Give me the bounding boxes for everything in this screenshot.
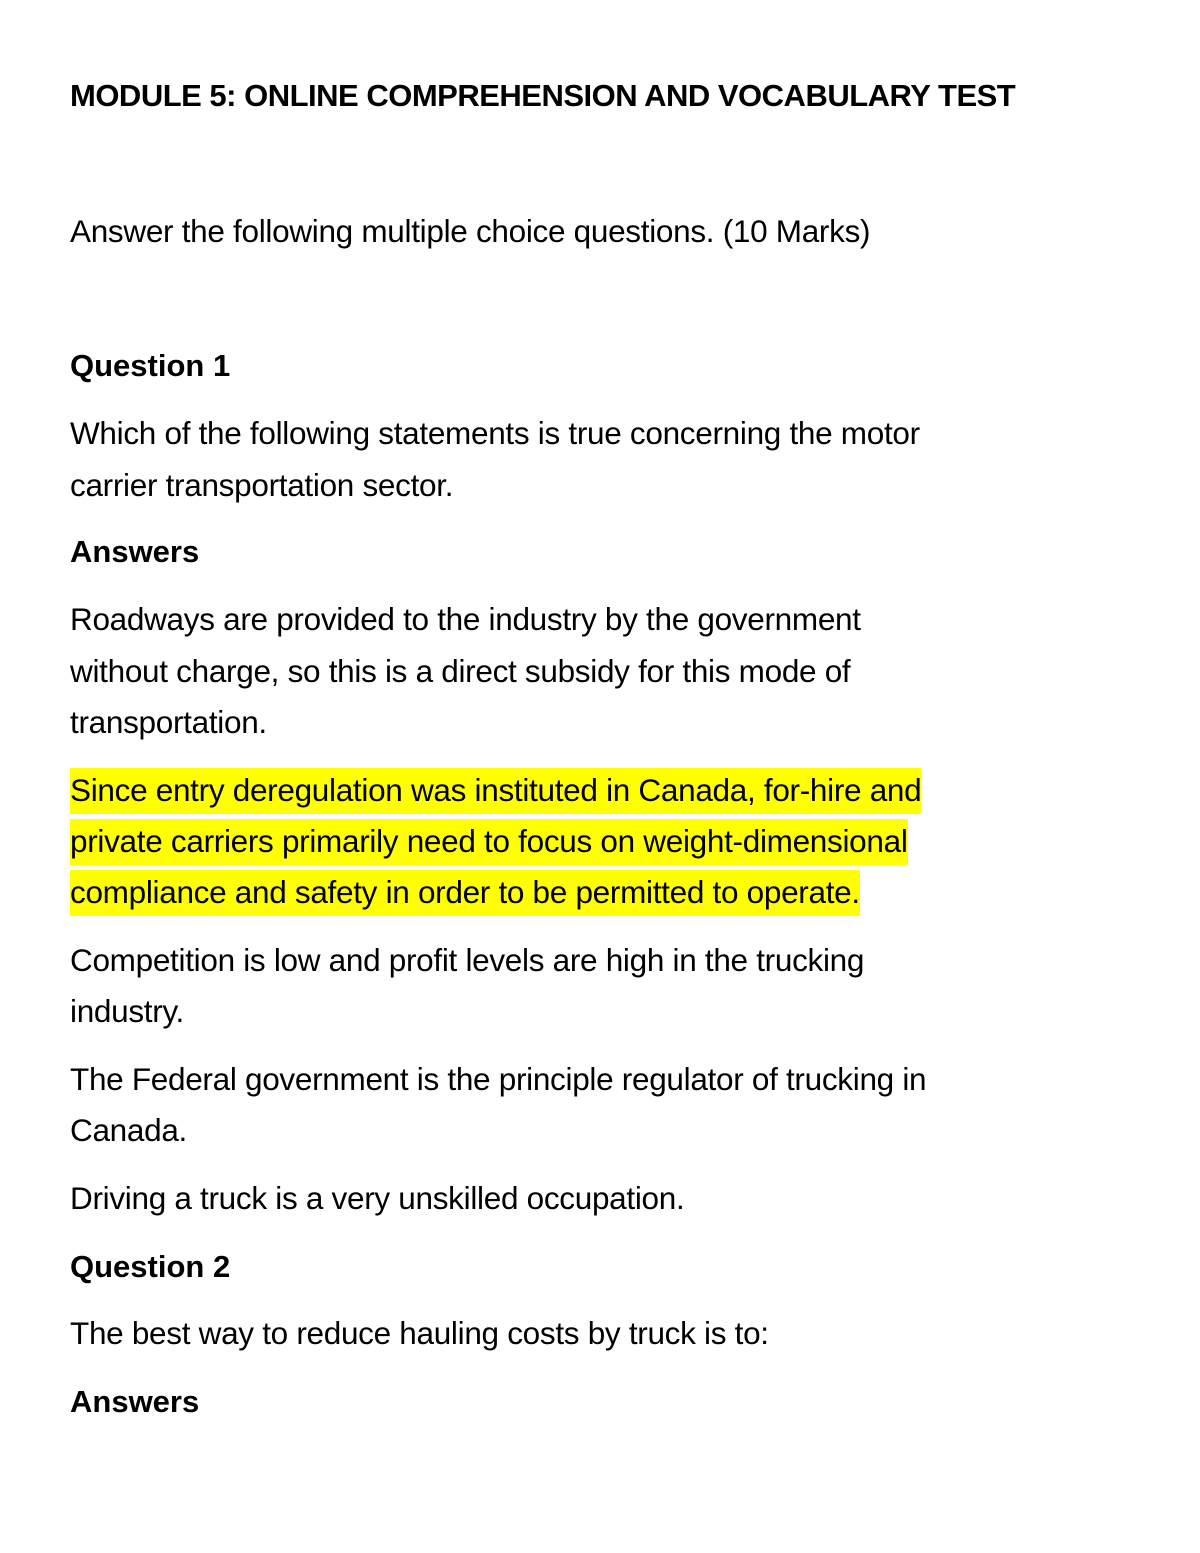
instructions-text: Answer the following multiple choice questions. (10 Marks)	[70, 213, 871, 249]
answer-option-2-line-highlighted	[70, 823, 908, 859]
answer-option-3-line: Competition is low and profit levels are high in the trucking	[70, 942, 865, 978]
page-title: MODULE 5: ONLINE COMPREHENSION AND VOCABULARY TEST	[70, 78, 1016, 113]
answer-option-3-line: industry.	[70, 993, 185, 1029]
highlighted-text: private carriers primarily need to focus on weight-dimensional	[70, 819, 908, 865]
answer-option-1-line: without charge, so this is a direct subsidy for this mode of	[70, 653, 851, 689]
question-1-prompt-line: Which of the following statements is true concerning the motor	[70, 415, 920, 451]
answer-option-5-line: Driving a truck is a very unskilled occupation.	[70, 1180, 685, 1216]
question-2-prompt-line: The best way to reduce hauling costs by truck is to:	[70, 1315, 769, 1351]
answer-option-2-line-highlighted	[70, 772, 922, 808]
question-1-prompt-line: carrier transportation sector.	[70, 467, 454, 503]
highlighted-text: compliance and safety in order to be permitted to operate.	[70, 870, 860, 916]
question-1-heading: Question 1	[70, 348, 231, 383]
question-1-answers-heading: Answers	[70, 534, 200, 569]
answer-option-1-line: Roadways are provided to the industry by the government	[70, 601, 861, 637]
answer-option-4-line: The Federal government is the principle regulator of trucking in	[70, 1061, 927, 1097]
answer-option-2-line-highlighted	[70, 874, 860, 910]
question-2-answers-heading: Answers	[70, 1384, 200, 1419]
question-2-heading: Question 2	[70, 1249, 231, 1284]
answer-option-4-line: Canada.	[70, 1112, 187, 1148]
answer-option-1-line: transportation.	[70, 704, 267, 740]
highlighted-text: Since entry deregulation was instituted in Canada, for-hire and	[70, 768, 921, 814]
